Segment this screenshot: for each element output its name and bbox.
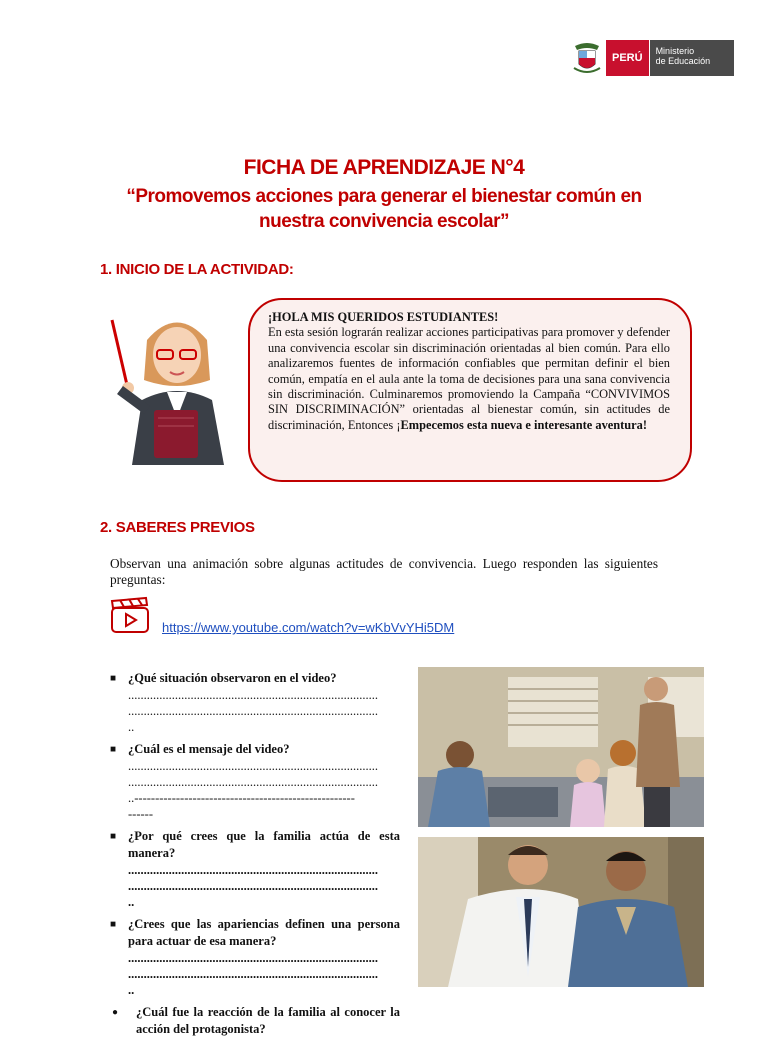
peru-label: PERÚ xyxy=(606,40,649,76)
bullet: ■ xyxy=(110,673,117,684)
subtitle-line1: “Promovemos acciones para generar el bienestar común en xyxy=(126,186,642,207)
bubble-closing: Empecemos esta nueva e interesante aventura! xyxy=(400,417,647,432)
question-text: ¿Cuál fue la reacción de la familia al conocer la acción del protagonista? xyxy=(136,1005,400,1036)
page-title: FICHA DE APRENDIZAJE N°4 xyxy=(243,156,525,179)
answer-line[interactable]: .. xyxy=(128,720,135,734)
question-2 xyxy=(108,741,400,822)
subtitle-line2: nuestra convivencia escolar” xyxy=(258,211,509,232)
section2-heading: 2. SABERES PREVIOS xyxy=(100,519,255,536)
question-text: ¿Cuál es el mensaje del video? xyxy=(128,742,290,756)
minedu-logo xyxy=(572,40,768,76)
question-text: ¿Crees que las apariencias definen una persona para actuar de esa manera? xyxy=(128,917,400,948)
answer-line[interactable]: ................................................................................ xyxy=(128,775,378,789)
answer-line[interactable]: ................................................................................ xyxy=(128,951,378,965)
bullet: ■ xyxy=(110,919,117,930)
bubble-body-text: En esta sesión lograrán realizar acciones participativas para promover y defender una convivencia escolar sin discriminación orientadas al bien común. Para ello analizaremos fuentes de información confiables que permitan definir el bien común, empatía en el aula ante la toma de decisiones para una sana convivencia sin discriminación. Culminaremos promoviendo la Campaña “CONVIVIMOS SIN DISCRIMINACIÓN” orientadas al bienestar común, sin actitudes de discriminación, Entonces ¡ xyxy=(268,325,670,432)
video-still-doctor xyxy=(418,837,704,987)
section1-heading: 1. INICIO DE LA ACTIVIDAD: xyxy=(100,261,294,278)
question-text: ¿Qué situación observaron en el video? xyxy=(128,671,337,685)
question-list xyxy=(108,670,400,1038)
page-subtitle xyxy=(0,184,768,234)
ministry-label xyxy=(649,40,735,76)
peru-crest-icon xyxy=(572,40,602,76)
ministry-line1: Ministerio xyxy=(655,46,695,56)
bubble-greeting: ¡HOLA MIS QUERIDOS ESTUDIANTES! xyxy=(268,310,499,324)
welcome-bubble xyxy=(248,298,692,482)
bubble-body xyxy=(268,325,670,433)
answer-line[interactable]: .. xyxy=(128,895,135,909)
section2-intro: Observan una animación sobre algunas actitudes de convivencia. Luego responden las siguientes preguntas: xyxy=(110,556,658,587)
question-4 xyxy=(108,916,400,998)
clapperboard-icon xyxy=(110,596,150,634)
bullet: ■ xyxy=(110,831,117,842)
bullet: ● xyxy=(112,1007,119,1018)
question-3 xyxy=(108,828,400,910)
question-5 xyxy=(108,1004,400,1038)
answer-line[interactable]: ................................................................................ xyxy=(128,759,378,773)
teacher-illustration xyxy=(92,300,242,465)
answer-line[interactable]: ................................................................................ xyxy=(128,967,378,981)
answer-line[interactable]: .. xyxy=(128,983,135,997)
answer-line[interactable]: ................................................................................ xyxy=(128,688,378,702)
answer-line[interactable]: ................................................................................ xyxy=(128,704,378,718)
ministry-line2: de Educación xyxy=(655,56,711,66)
answer-line[interactable]: ------ xyxy=(128,807,153,821)
answer-line[interactable]: ..----------------------------------------------------- xyxy=(128,791,355,805)
video-still-family xyxy=(418,667,704,827)
question-1 xyxy=(108,670,400,735)
question-text: ¿Por qué crees que la familia actúa de esta manera? xyxy=(128,829,400,860)
bullet: ■ xyxy=(110,744,117,755)
youtube-link[interactable]: https://www.youtube.com/watch?v=wKbVvYHi5DM xyxy=(162,620,455,635)
answer-line[interactable]: ................................................................................ xyxy=(128,863,378,877)
answer-line[interactable]: ................................................................................ xyxy=(128,879,378,893)
